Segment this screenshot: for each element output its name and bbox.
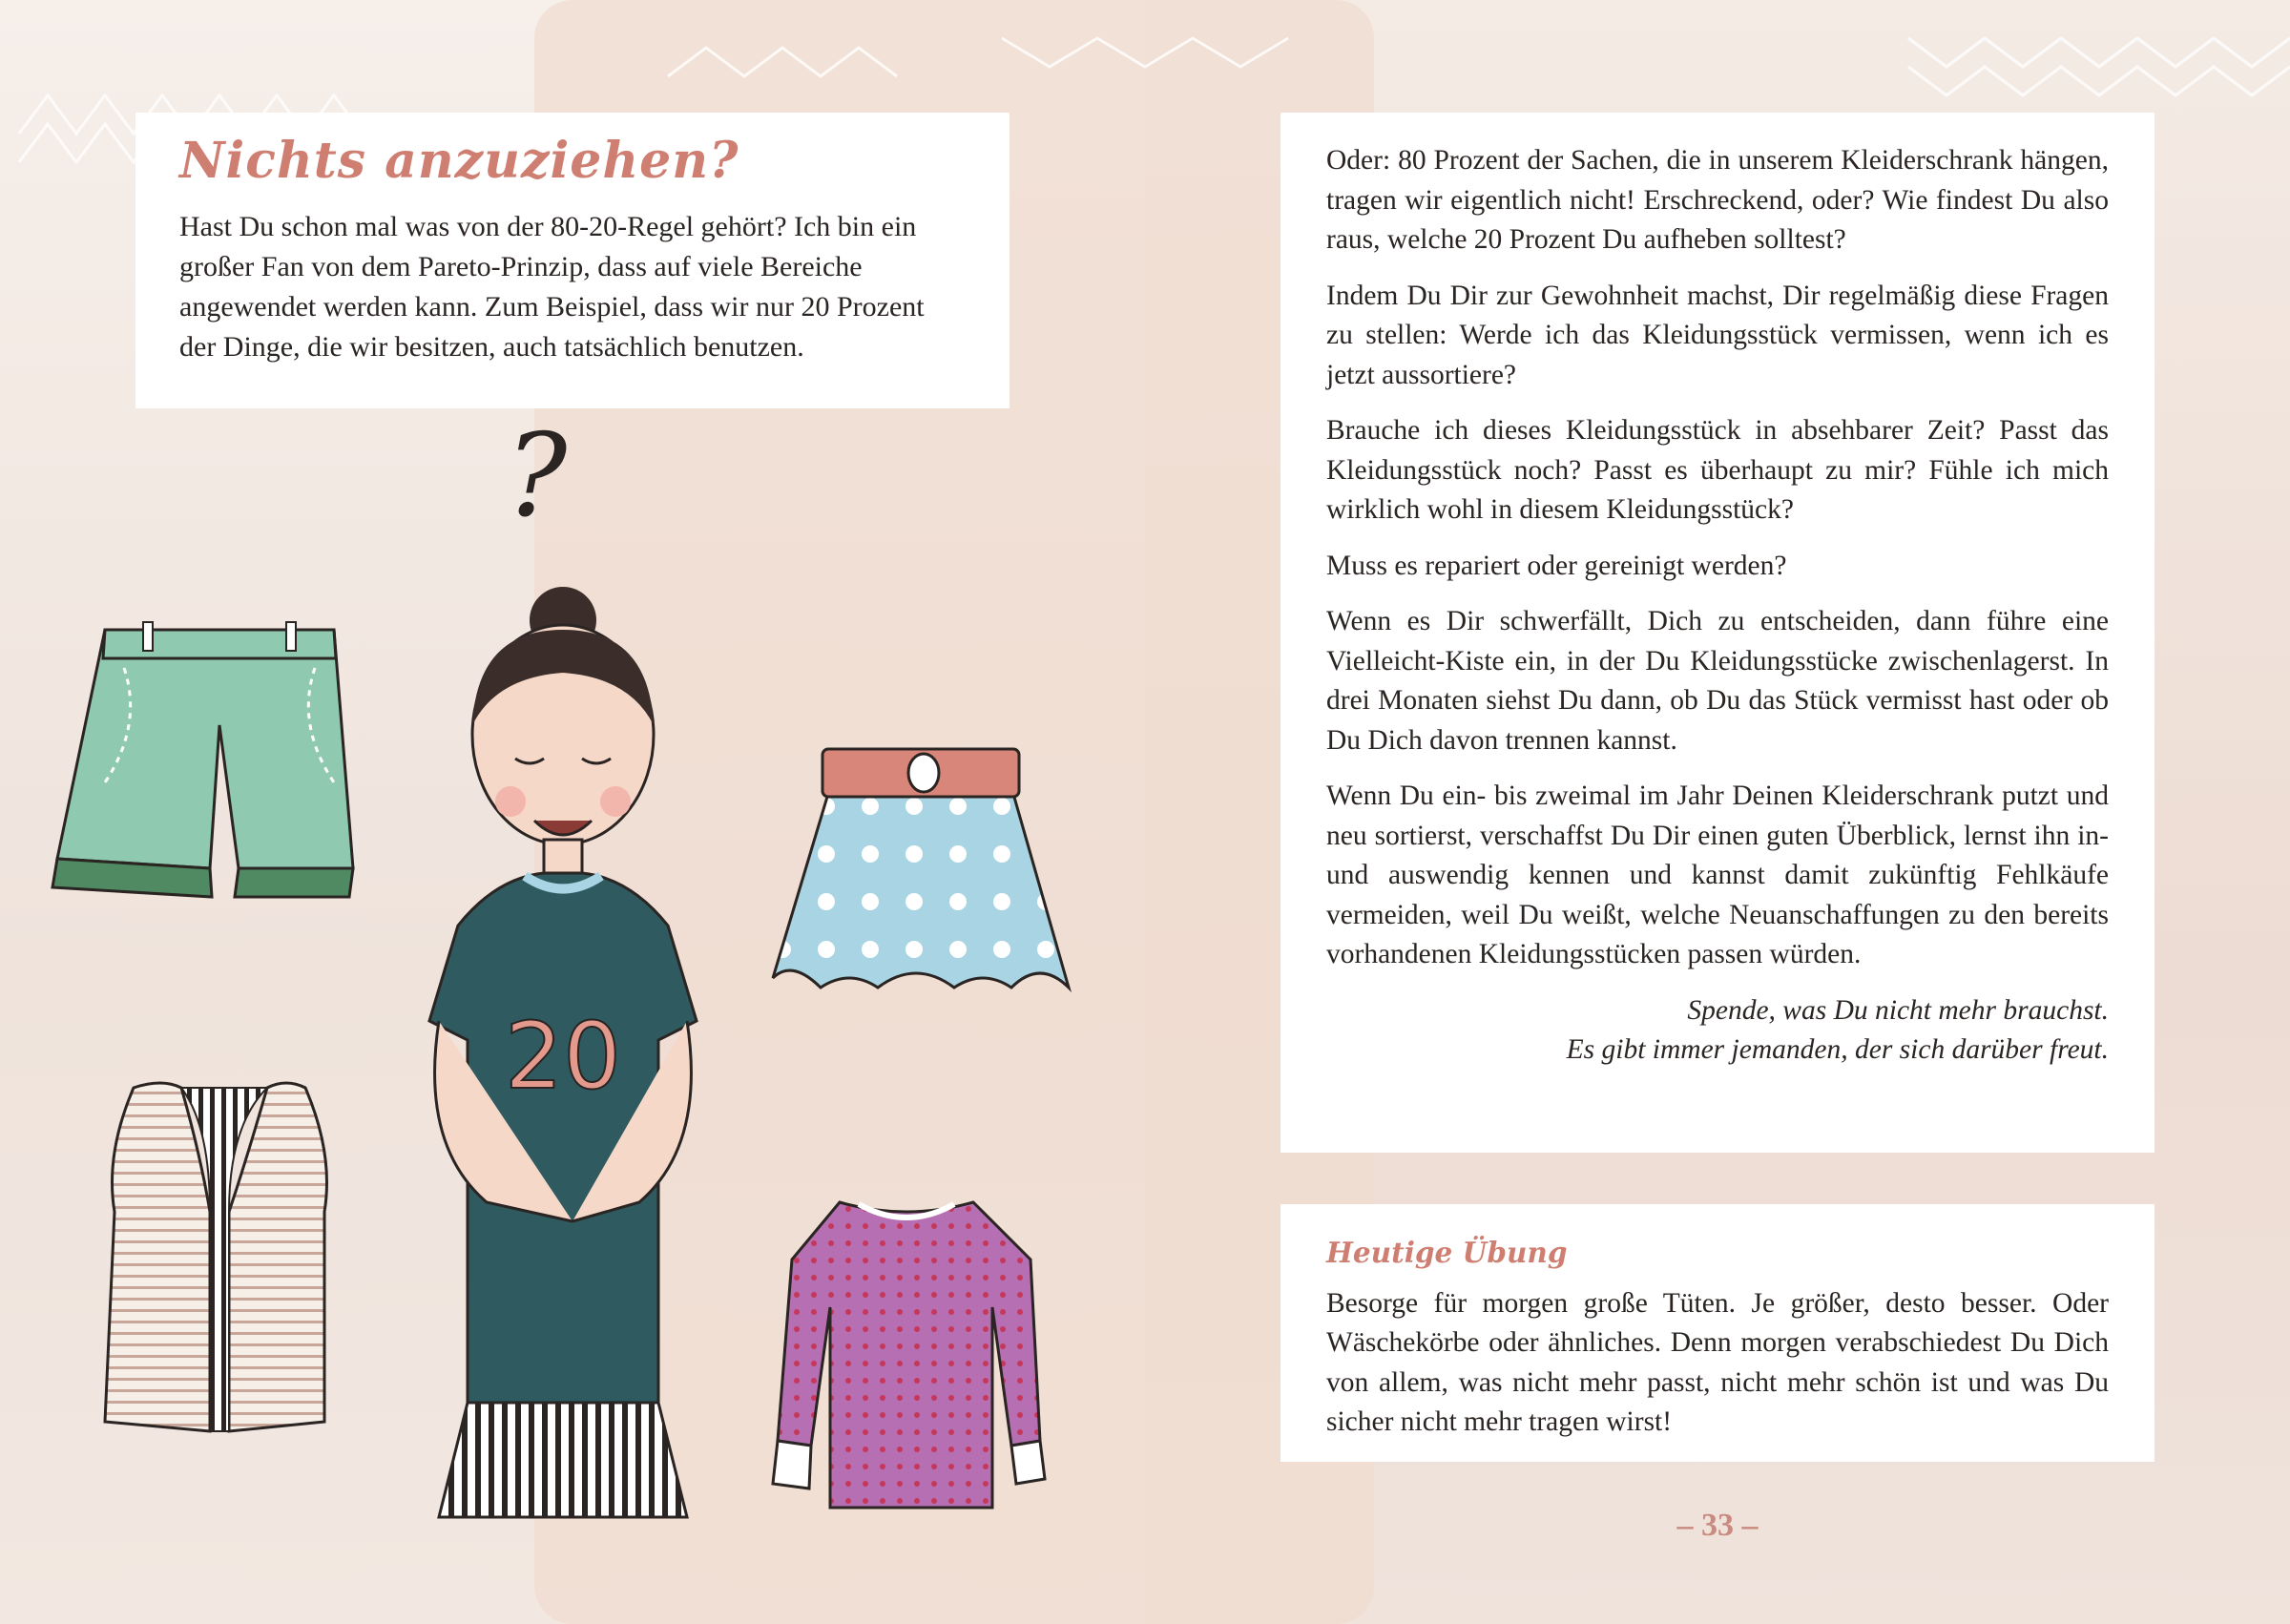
intro-card bbox=[135, 113, 1010, 408]
paragraph-3: Brauche ich dieses Kleidungsstück in absehbarer Zeit? Passt das Kleidungsstück noch? Passt es überhaupt zu mir? Fühle ich mich wirklich wohl in diesem Kleidungsstück? bbox=[1326, 415, 2109, 525]
dress-number: 20 bbox=[504, 1003, 622, 1110]
intro-paragraph: Hast Du schon mal was von der 80-20-Regel gehört? Ich bin ein großer Fan von dem Pareto-Prinzip, dass auf viele Bereiche angewendet werden kann. Zum Beispiel, dass wir nur 20 Prozent der Dinge, die wir besitzen, auch tatsächlich benutzen. bbox=[179, 211, 925, 363]
quote-line-1: Spende, was Du nicht mehr brauchst. bbox=[1687, 994, 2109, 1026]
paragraph-2: Indem Du Dir zur Gewohnheit machst, Dir regelmäßig diese Fragen zu stellen: Werde ich das Kleidungsstück vermissen, wenn ich es jetzt aussortiere? bbox=[1326, 280, 2109, 390]
main-text-card bbox=[1280, 113, 2155, 1153]
question-mark-doodle: ? bbox=[506, 410, 568, 543]
paragraph-4: Muss es repariert oder gereinigt werden? bbox=[1326, 550, 1787, 581]
exercise-card bbox=[1280, 1204, 2155, 1462]
woman-illustration bbox=[382, 573, 744, 1527]
paragraph-1: Oder: 80 Prozent der Sachen, die in unserem Kleiderschrank hängen, tragen wir eigentlich nicht! Erschreckend, oder? Wie findest Du also raus, welche 20 Prozent Du aufheben solltest? bbox=[1326, 145, 2109, 255]
paragraph-6: Wenn Du ein- bis zweimal im Jahr Deinen Kleiderschrank putzt und neu sortierst, verschaffst Du Dir einen guten Überblick, lernst ihn in- und auswendig kennen und kannst damit zukünftig Fehlkäufe vermeiden, weil Du weißt, welche Neuanschaffungen zu den bereits vorhandenen Kleidungsstücken passen würden. bbox=[1326, 781, 2109, 969]
quote-line-2: Es gibt immer jemanden, der sich darüber freut. bbox=[1566, 1034, 2109, 1065]
shirt-illustration bbox=[754, 1183, 1059, 1527]
vest-illustration bbox=[95, 1069, 344, 1450]
skirt-illustration bbox=[763, 739, 1078, 1016]
paragraph-5: Wenn es Dir schwerfällt, Dich zu entscheiden, dann führe eine Vielleicht-Kiste ein, in der Du Kleidungsstücke zwischenlagerst. In drei Monaten siehst Du dann, ob Du das Stück vermisst hast oder ob Du Dich davon trennen kannst. bbox=[1326, 606, 2109, 756]
page-number: – 33 – bbox=[1676, 1508, 1759, 1543]
exercise-text: Besorge für morgen große Tüten. Je größer, desto besser. Oder Wäschekörbe oder ähnliches. Denn morgen verabschiedest Du Dich von allem, was nicht mehr passt, nicht mehr schön ist und was Du sicher nicht mehr tragen wirst! bbox=[1326, 1287, 2109, 1437]
page-title: Nichts anzuziehen? bbox=[179, 132, 739, 190]
quote bbox=[1326, 991, 2109, 1071]
shorts-illustration bbox=[48, 611, 363, 926]
exercise-title: Heutige Übung bbox=[1326, 1236, 1568, 1269]
